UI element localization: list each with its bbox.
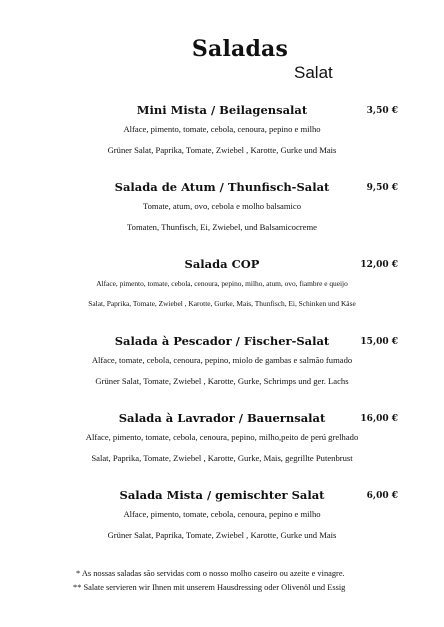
dish-name-salada-mista: Salada Mista / gemischter Salat xyxy=(119,488,325,502)
dish-name-salada-pescador: Salada à Pescador / Fischer-Salat xyxy=(114,334,330,348)
menu-subtitle: Salat xyxy=(294,63,333,82)
menu-title: Saladas xyxy=(191,36,289,62)
dish-desc-de-salada-pescador: Grüner Salat, Tomate, Zwiebel , Karotte, Gurke, Schrimps und ger. Lachs xyxy=(95,376,349,386)
dish-name-salada-de-atum: Salada de Atum / Thunfisch-Salat xyxy=(114,180,330,194)
dish-price-salada-lavrador: 16,00 € xyxy=(360,414,398,424)
dish-desc-pt-salada-mista: Alface, pimento, tomate, cebola, cenoura, pepino e milho xyxy=(123,509,321,519)
dish-desc-de-salada-mista: Grüner Salat, Paprika, Tomate, Zwiebel , Karotte, Gurke und Mais xyxy=(107,530,337,540)
dish-desc-de-salada-cop: Salat, Paprika, Tomate, Zwiebel , Karotte, Gurke, Mais, Thunfisch, Ei, Schinken und Käse xyxy=(88,299,356,308)
dish-price-salada-de-atum: 9,50 € xyxy=(366,183,398,193)
dish-desc-pt-salada-cop: Alface, pimento, tomate, cebola, cenoura, pepino, milho, atum, ovo, fiambre e queijo xyxy=(96,279,348,288)
dish-desc-de-mini-mista: Grüner Salat, Paprika, Tomate, Zwiebel , Karotte, Gurke und Mais xyxy=(107,145,337,155)
dish-desc-pt-salada-de-atum: Tomate, atum, ovo, cebola e molho balsamico xyxy=(142,201,302,211)
dish-price-mini-mista: 3,50 € xyxy=(366,106,398,116)
dish-price-salada-mista: 6,00 € xyxy=(366,491,398,501)
dish-desc-de-salada-de-atum: Tomaten, Thunfisch, Ei, Zwiebel, und Balsamicocreme xyxy=(127,222,317,232)
footnote-de: ** Salate servieren wir Ihnen mit unserem Hausdressing oder Olivenöl und Essig xyxy=(73,583,346,592)
dish-desc-de-salada-lavrador: Salat, Paprika, Tomate, Zwiebel , Karotte, Gurke, Mais, gegrillte Putenbrust xyxy=(91,453,353,463)
dish-desc-pt-salada-lavrador: Alface, pimento, tomate, cebola, cenoura, pepino, milho,peito de perú grelhado xyxy=(85,432,359,442)
dish-name-mini-mista: Mini Mista / Beilagensalat xyxy=(136,103,308,117)
dish-price-salada-cop: 12,00 € xyxy=(360,260,398,270)
dish-desc-pt-mini-mista: Alface, pimento, tomate, cebola, cenoura, pepino e milho xyxy=(123,124,321,134)
dish-desc-pt-salada-pescador: Alface, tomate, cebola, cenoura, pepino, miolo de gambas e salmão fumado xyxy=(91,355,353,365)
dish-name-salada-cop: Salada COP xyxy=(184,257,260,271)
dish-name-salada-lavrador: Salada à Lavrador / Bauernsalat xyxy=(118,411,326,425)
footnote-pt: * As nossas saladas são servidas com o nosso molho caseiro ou azeite e vinagre. xyxy=(76,569,345,578)
dish-price-salada-pescador: 15,00 € xyxy=(360,337,398,347)
